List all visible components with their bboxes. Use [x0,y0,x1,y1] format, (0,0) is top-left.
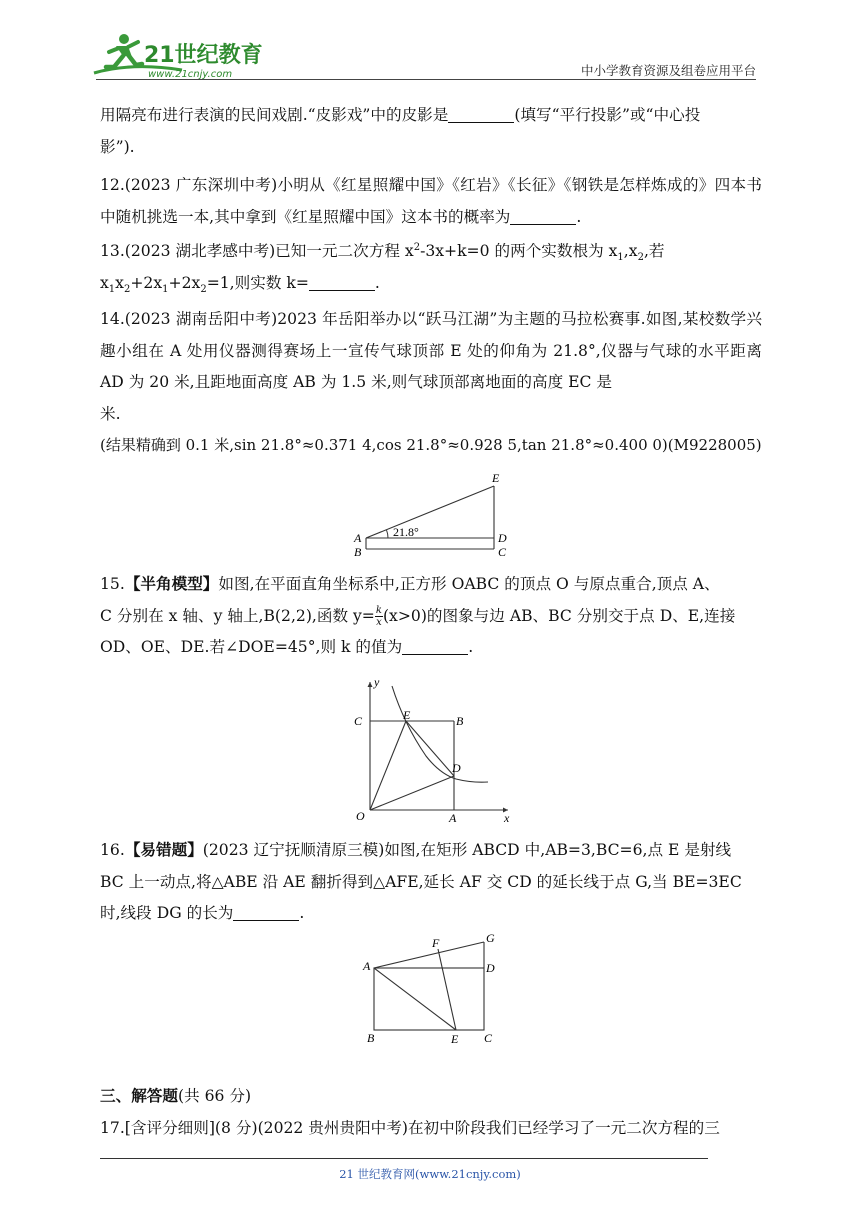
q12-end: . [576,207,582,226]
q15-end: . [468,638,474,656]
question-13 [100,236,762,299]
q13-end: . [374,273,380,292]
q13-sub1: 1 [617,252,624,264]
q16-label-g: G [486,931,495,945]
question-12 [100,170,762,233]
q15-label-e: E [403,708,411,722]
logo-text: 21世纪教育 [144,43,262,68]
q13-answer-blank[interactable] [309,274,375,291]
section-3-heading [100,1080,762,1113]
q16-number: 16. [100,841,125,859]
q15-line1: 如图,在平面直角坐标系中,正方形 OABC 的顶点 O 与原点重合,顶点 A、 [218,575,720,593]
logo-url: www.21cnjy.com [148,69,233,80]
q16-line2: BC 上一动点,将△ABE 沿 AE 翻折得到△AFE,延长 AF 交 CD 的延长线于点 G,当 BE=3EC [100,872,742,891]
q16-figure [358,930,508,1045]
q15-line3: OD、OE、DE.若∠DOE=45°,则 k 的值为 [100,638,403,656]
site-logo [92,30,262,82]
q15-fraction [375,605,383,628]
q15-label-b: B [456,714,464,728]
q13-sup: 2 [413,241,421,253]
question-15 [100,568,762,664]
q13-l2b: x [115,273,124,292]
q15-label-c: C [354,714,363,728]
question-16 [100,834,762,930]
q15-tag: 【半角模型】 [124,574,219,593]
q16-answer-blank[interactable] [233,904,299,921]
q15-line2a: C 分别在 x 轴、y 轴上,B(2,2),函数 y= [100,606,375,625]
q11-answer-blank[interactable] [448,106,514,123]
q13-text-d: ,若 [643,242,665,260]
q14-figure [340,470,520,560]
q12-answer-blank[interactable] [510,208,576,225]
q14-text-line4: 米. [100,404,121,423]
q17-text: 17.[含评分细则](8 分)(2022 贵州贵阳中考)在初中阶段我们已经学习了一元二次方程的三 [100,1119,720,1137]
q16-line1: (2023 辽宁抚顺清原三模)如图,在矩形 ABCD 中,AB=3,BC=6,点 E 是射线 [202,841,732,859]
q16-line3: 时,线段 DG 的长为 [100,904,234,922]
q16-label-d: D [486,961,495,975]
q15-label-d: D [452,761,461,775]
q16-label-f: F [432,936,440,950]
question-11-tail [100,100,762,163]
section-3-title: 三、解答题 [100,1086,178,1105]
q15-line2b: (x>0)的图象与边 AB、BC 分别交于点 D、E,连接 [382,606,736,625]
q14-label-b: B [354,545,362,559]
q13-text-c: ,x [623,242,638,260]
q16-tag: 【易错题】 [124,840,203,859]
q16-label-e: E [451,1032,459,1045]
q12-text: 12.(2023 广东深圳中考)小明从《红星照耀中国》《红岩》《长征》《钢铁是怎样炼成的》四本书中随机挑选一本,其中拿到《红星照耀中国》这本书的概率为 [100,176,762,226]
q13-l2s3: 1 [162,283,169,295]
footer-divider [100,1158,708,1159]
q14-label-e: E [492,471,500,485]
q13-l2s2: 2 [123,283,131,295]
question-17 [100,1113,762,1145]
q14-note: (结果精确到 0.1 米,sin 21.8°≈0.371 4,cos 21.8°≈0.928 5,tan 21.8°≈0.400 0)(M9228005) [100,436,762,454]
q16-end: . [299,904,305,922]
q15-number: 15. [100,575,125,593]
q15-label-a: A [449,811,457,825]
q16-label-c: C [484,1031,493,1045]
q15-label-o: O [356,809,365,823]
q13-l2c: +2x [130,273,163,292]
q14-label-a: A [354,531,362,545]
header-right-text: 中小学教育资源及组卷应用平台 [580,63,756,78]
q13-l2e: =1,则实数 k= [206,273,309,292]
section-3-points: (共 66 分) [177,1087,252,1105]
q13-sub2: 2 [637,252,644,264]
q15-label-x: x [504,811,510,825]
q15-label-y: y [374,676,380,689]
q15-frac-num: k [375,605,382,616]
q11-text: 用隔亮布进行表演的民间戏剧.“皮影戏”中的皮影是 [100,106,449,124]
q13-l2a: x [100,273,109,292]
q15-figure [348,676,518,826]
q11-text-after: (填写“平行投影”或“中心投 [514,106,701,124]
q13-text-a: 13.(2023 湖北孝感中考)已知一元二次方程 x [100,242,414,260]
q14-angle-label: 21.8° [393,525,419,539]
footer-text[interactable]: 21 世纪教育网(www.21cnjy.com) [339,1167,521,1181]
q13-l2d: +2x [168,273,201,292]
q13-text-b: -3x+k=0 的两个实数根为 x [420,242,618,260]
header-divider [96,79,756,80]
q13-l2s1: 1 [108,283,116,295]
q13-l2s4: 2 [200,283,207,295]
q16-label-b: B [367,1031,375,1045]
q14-text: 14.(2023 湖南岳阳中考)2023 年岳阳举办以“跃马江湖”为主题的马拉松赛事.如图,某校数学兴趣小组在 A 处用仪器测得赛场上一宣传气球顶部 E 处的仰角为 21.8°,仪器与气球的水平距离 AD 为 20 米,且距地面高度 AB 为 1.5 米,则气球顶部离地面的高度 EC 是 [100,310,762,391]
q16-label-a: A [363,959,371,973]
question-14 [100,304,762,462]
q14-label-c: C [498,545,507,559]
q15-answer-blank[interactable] [402,638,468,655]
q15-frac-den: x [376,617,382,628]
q14-label-d: D [498,531,507,545]
q11-text-line2: 影”). [100,137,135,156]
